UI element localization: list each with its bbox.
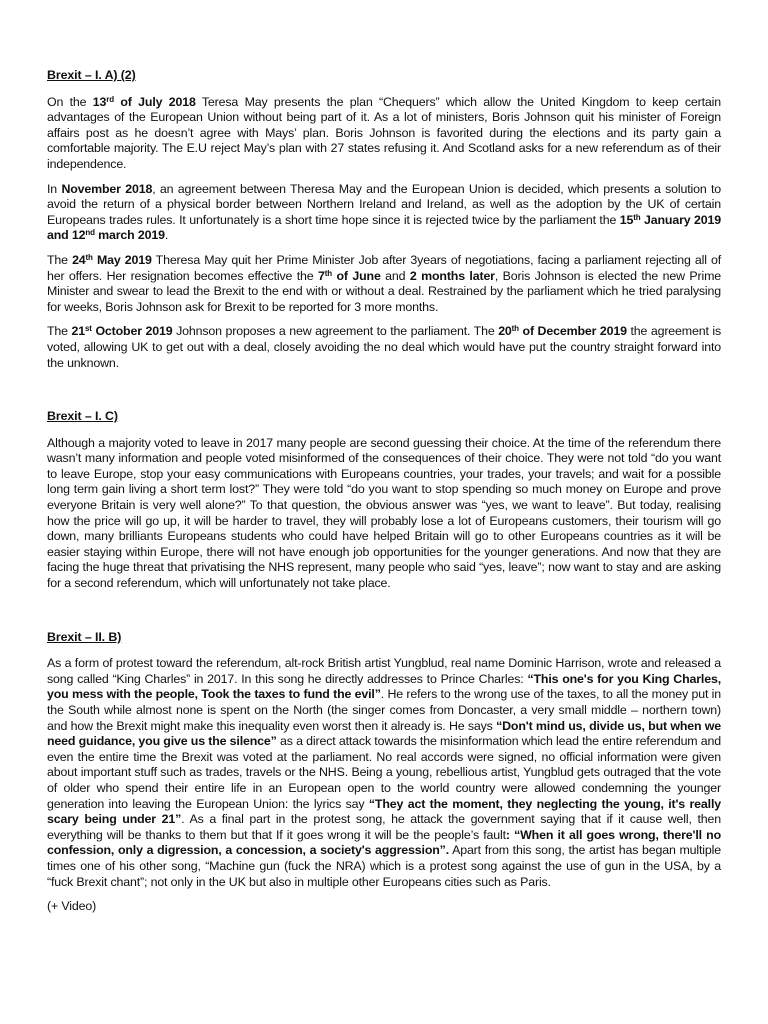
paragraph [47,436,721,592]
text-run: Johnson proposes a new agreement to the parliament. The [172,324,499,339]
bold-text: nd [85,228,95,238]
text-run: the agreement is voted, allowing UK to get out with a deal, closely avoiding the no deal which would have put the country straight forward into the unknown. [47,324,721,370]
bold-text: “This one's for you King Charles, you mess with the people, Took the taxes to fund the evil” [47,671,721,702]
section-spacer [47,380,721,409]
bold-text: “They act the moment, they neglecting the young, it's really scary being under 21” [47,796,721,827]
paragraph [47,253,721,315]
superscript [325,269,332,278]
section-heading: Brexit – II. B) [47,629,122,644]
text-run: (+ Video) [47,899,97,914]
paragraph [47,182,721,244]
bold-text: st [85,324,92,334]
paragraph [47,95,721,173]
bold-text: November 2018 [61,181,153,196]
section-brexit-2b [47,630,721,915]
bold-text: 20 [498,324,512,339]
bold-text: of July 2018 [113,94,196,109]
text-run: . He refers to the wrong use of the taxes, to all the money put in the South while almost none is spent on the North (the singer comes from Doncaster, a very small middle – northern town) and how the Brexit might make this inequality even worst then it already is. He says [47,687,721,733]
bold-text: march 2019 [94,228,165,243]
bold-text: October 2019 [91,324,173,339]
bold-text: 7 [318,268,325,283]
superscript [512,324,519,333]
text-run: Teresa May presents the plan “Chequers” which allow the United Kingdom to keep certain advantages of the European Union without being part of it. As a lot of ministers, Boris Johnson quit his minister of Foreign affairs post as he doesn’t agree with Mays’ plan. Boris Johnson is favorited during the elections and its party gain a comfortable majority. The E.U reject May’s plan with 27 states refusing it. And Scotland asks for a new referendum as of their independence. [47,94,722,171]
bold-text: January 2019 and 12 [47,212,721,243]
section-spacer [47,601,721,630]
section-heading: Brexit – I. A) (2) [47,68,136,82]
bold-text: 2 months later [409,268,495,283]
text-run: and [380,268,410,283]
bold-text: : “When it all goes wrong, there'll no confession, only a digression, a concession, a society's aggression”. [47,827,721,858]
superscript [106,95,114,104]
superscript [85,228,94,237]
section-brexit-1a [47,68,721,371]
bold-text: th [511,324,519,334]
text-run: In [47,181,62,196]
text-run: , an agreement between Theresa May and the European Union is decided, which presents a solution to avoid the return of a physical border between Northern Ireland and Ireland, as well as the adoption by the UK of certain Europeans trades rules. It unfortunately is a short time hope since it is rejected twice by the parliament the [47,181,722,227]
text-run: Apart from this song, the artist has began multiple times one of his other song, “Machine gun (fuck the NRA) which is a protest song against the use of gun in the USA, by a “fuck Brexit chant”; not only in the UK but also in multiple other Europeans cities such as Paris. [47,843,721,889]
bold-text: 21 [71,324,85,339]
paragraph [47,324,721,371]
bold-text: th [633,212,641,222]
bold-text: of December 2019 [518,324,627,339]
superscript [85,324,92,333]
bold-text: 13 [92,94,107,109]
bold-text: 24 [72,252,86,267]
text-run: . [164,228,169,243]
section-brexit-1c [47,409,721,592]
bold-text: th [324,268,333,278]
text-run: The [47,252,73,267]
text-run: As a form of protest toward the referendum, alt-rock British artist Yungblud, real name Dominic Harrison, wrote and released a song called “King Charles” in 2017. In this song he directly addresses to Prince Charles: [47,656,721,686]
bold-text: May 2019 [92,252,152,267]
text-run: On the [47,94,93,109]
text-run: . As a final part in the protest song, he attack the government saying that if it cause well, then everything will be thanks to them but that If it goes wrong it will be the people’s fault [47,812,721,842]
text-run: Although a majority voted to leave in 2017 many people are second guessing their choice. At the time of the referendum there wasn’t many information and people voted misinformed of the consequences of their choice. They were not told “do you want to leave Europe, stop your easy communications with Europeans countries, your trades, your travels; and wait for a possible long term gain living a short term lost?” They were told “do you want to stop spending so much money on Europe and prove everyone Britain is very well alone?” To that question, the obvious answer was “yes, we want to leave”. But today, realising how the price will go up, it will be harder to travel, they will probably lose a lot of Europeans customers, their tourism will go down, many brilliants Europeans students who could have helped Britain will go to other Europeans countries as it will be easier staying within Europe, there will not have enough job opportunities for the younger generations. And now that they are facing the huge threat that privatising the NHS represent, many people who said “yes, leave”; now want to stay and are asking for a second referendum, which will unfortunately not take place. [47,435,721,591]
section-heading: Brexit – I. C) [47,409,118,424]
text-run: Theresa May quit her Prime Minister Job after 3years of negotiations, facing a parliament rejecting all of her offers. Her resignation becomes effective the [47,252,721,283]
bold-text: of June [332,268,381,283]
bold-text: “Don't mind us, divide us, but when we need guidance, you give us the silence” [47,718,721,749]
paragraph [47,656,721,890]
bold-text: rd [106,94,114,104]
paragraph [47,899,721,915]
bold-text: th [85,252,93,262]
superscript [86,253,93,262]
text-run: , Boris Johnson is elected the new Prime Minister and swear to lead the Brexit to the end with or without a deal. Restrained by the parliament which he tried paralysing for weeks, Boris Johnson ask for Brexit to be reported for 3 more months. [47,268,721,314]
bold-text: 15 [619,212,634,227]
text-run: The [47,324,72,339]
text-run: as a direct attack towards the misinformation which lead the entire referendum and even the entire time the Brexit was voted at the parliament. No real accords were signed, no official information were given about important stuff such as trades, travels or the NHS. Being a young, rebellious artist, Yungblud gets outraged that the vote of older who spend their entire life in an European open to the world country were allowed condemning the younger generation into leaving the European Union: the lyrics say [47,734,722,811]
